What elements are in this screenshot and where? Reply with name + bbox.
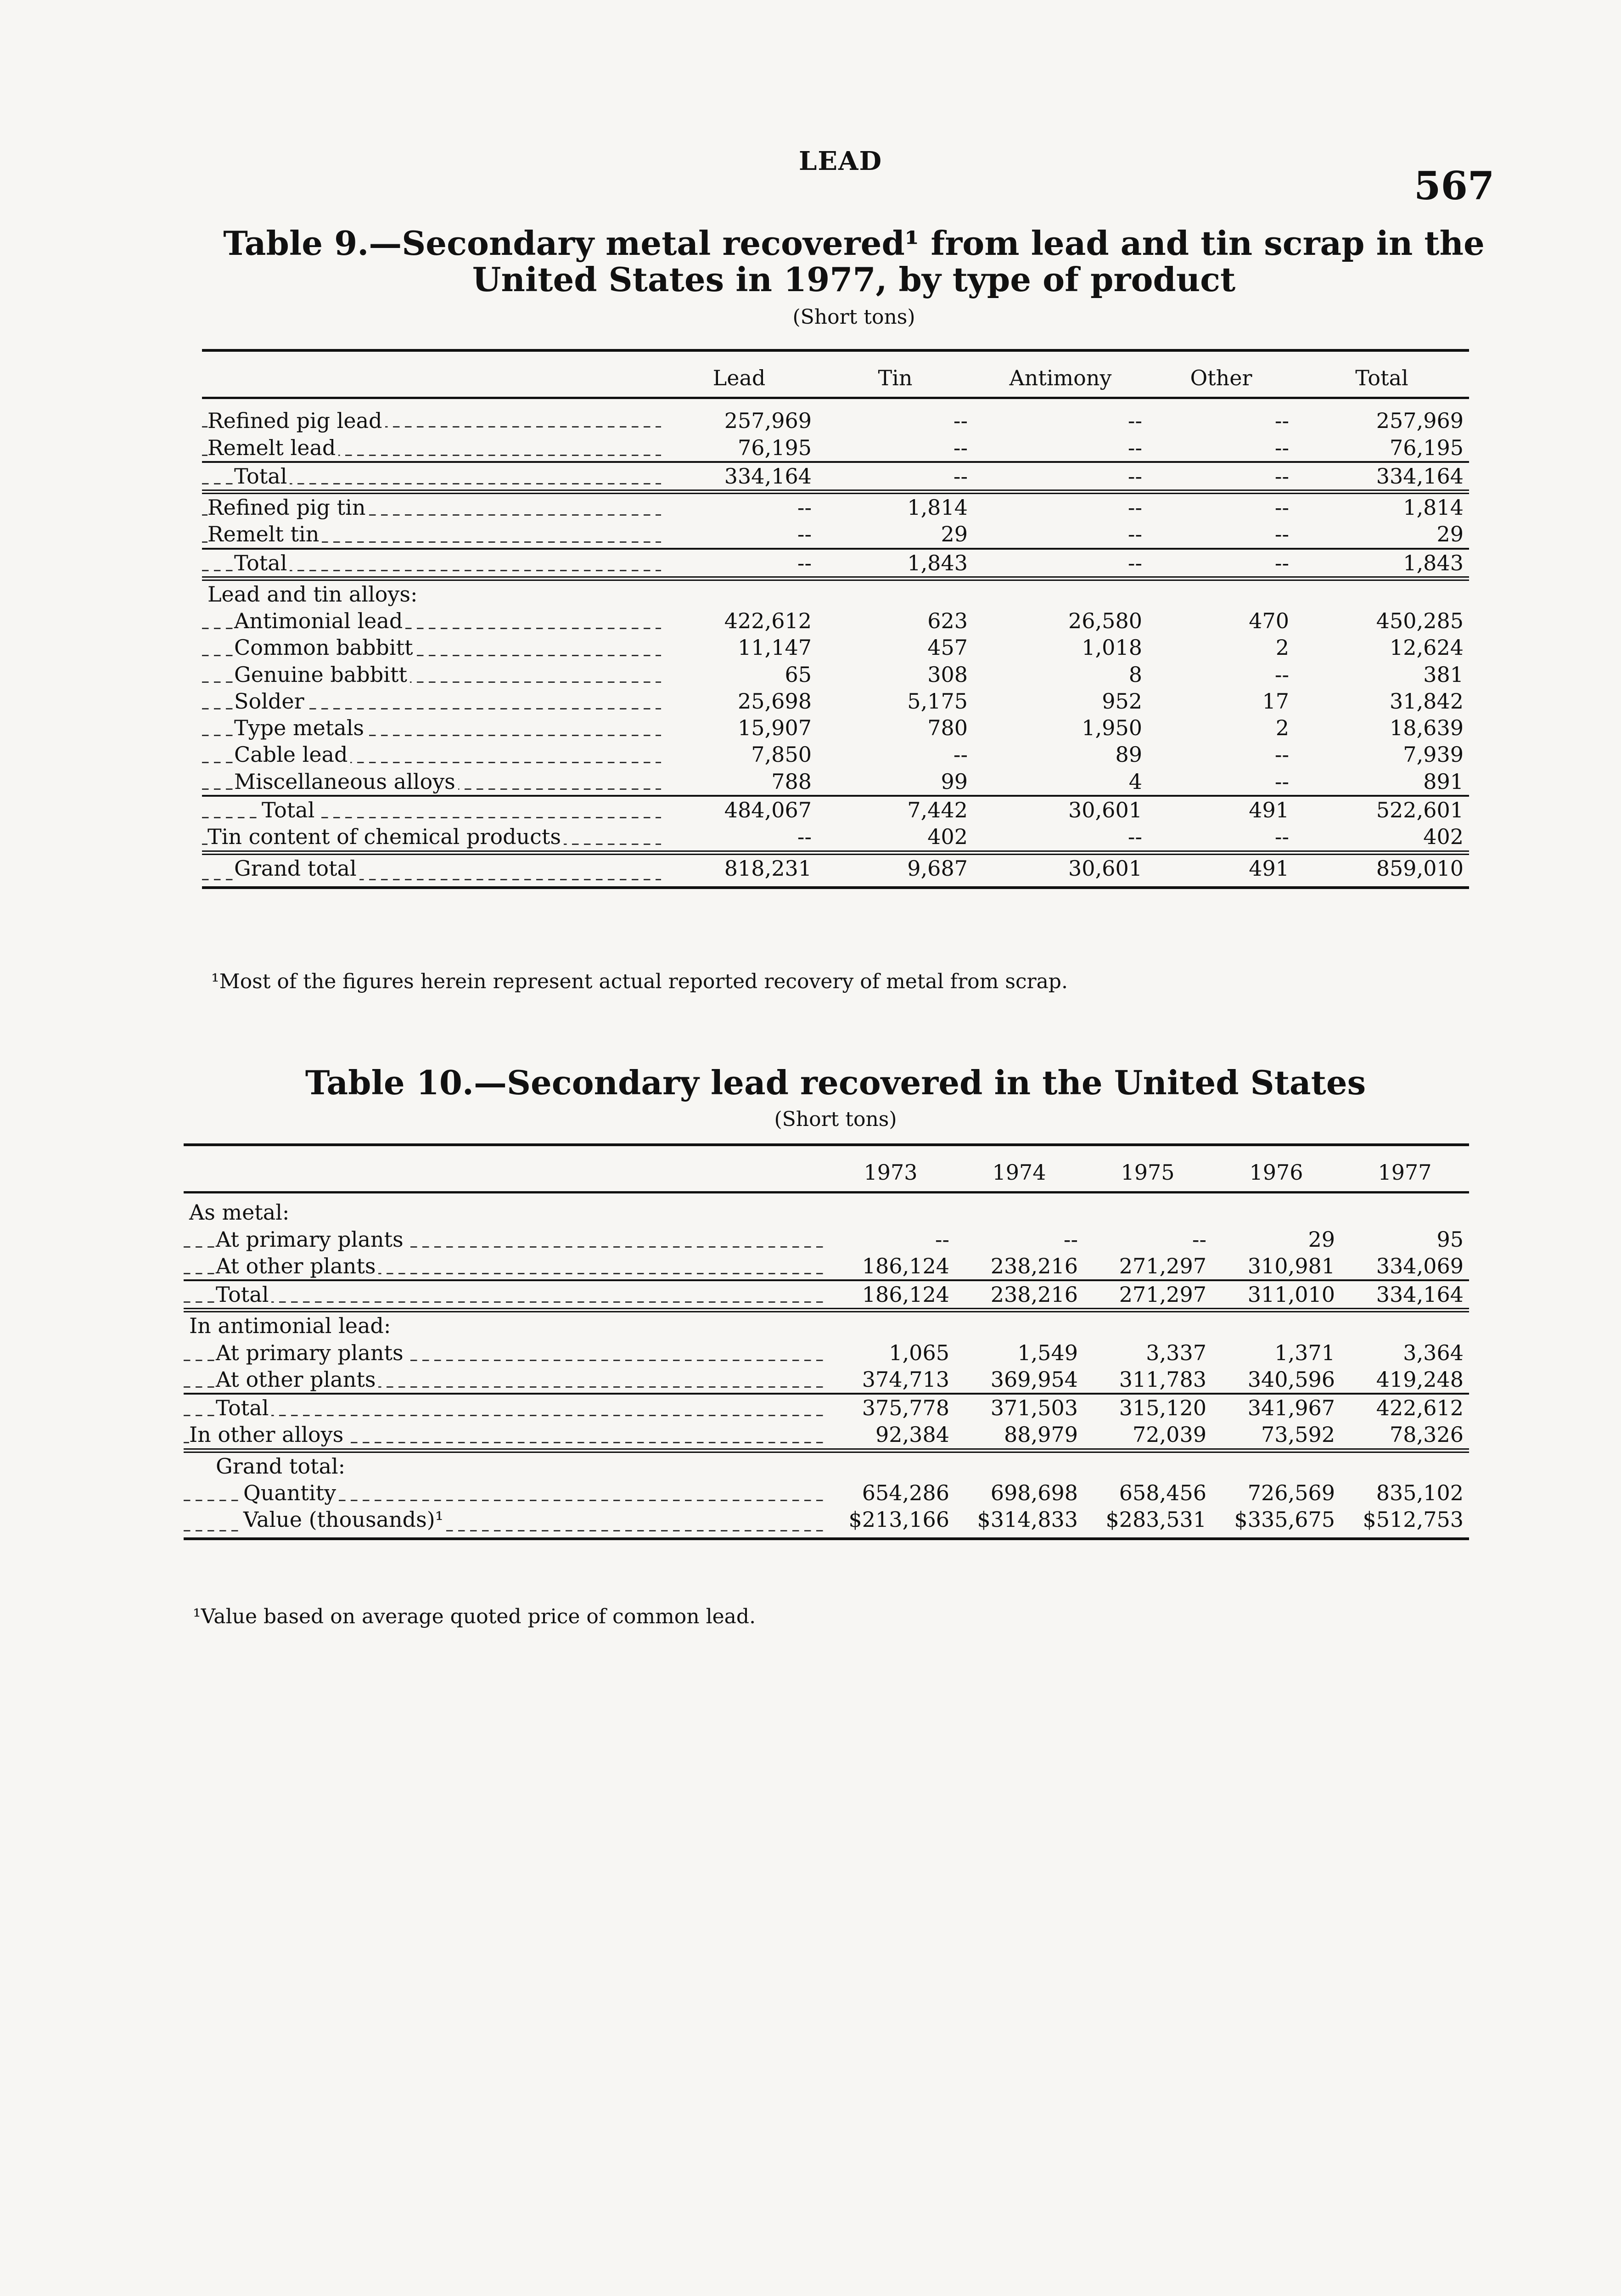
cell: -- [1148, 462, 1295, 492]
cell: -- [1148, 492, 1295, 521]
cell: -- [1274, 742, 1289, 767]
table-row [202, 661, 1469, 688]
row-label-text: Total [262, 798, 317, 822]
cell: -- [973, 549, 1148, 579]
cell: -- [1127, 408, 1142, 433]
table-row [184, 1366, 1469, 1394]
row-label [184, 1480, 826, 1506]
table9-title: Table 9.—Secondary metal recovered¹ from lead and tin scrap in the United States in 1977, by type of product [223, 224, 1485, 299]
cell: 369,954 [990, 1367, 1078, 1392]
table10-col-header: 1977 [1341, 1145, 1469, 1193]
cell: -- [953, 408, 968, 433]
table-row [184, 1421, 1469, 1450]
cell: -- [797, 824, 812, 850]
cell: 375,778 [826, 1394, 955, 1421]
row-label-text: Total [216, 1282, 271, 1307]
table9-col-header: Total [1295, 350, 1469, 398]
table-row [202, 853, 1469, 888]
cell: 450,285 [1376, 608, 1464, 634]
table-row [184, 1253, 1469, 1280]
cell: 17 [1262, 688, 1289, 714]
cell: 311,783 [1119, 1367, 1206, 1392]
row-label [184, 1394, 826, 1421]
cell: 1,950 [1082, 715, 1142, 741]
cell: 73,592 [1261, 1422, 1335, 1447]
table-row [202, 434, 1469, 462]
cell: 311,010 [1212, 1280, 1341, 1310]
row-label [202, 768, 661, 796]
table9-col-header: Lead [661, 350, 817, 398]
table10-units: (Short tons) [774, 1108, 897, 1131]
page-number: 567 [1414, 163, 1495, 208]
cell: 92,384 [875, 1422, 949, 1447]
row-label-text: Antimonial lead [234, 608, 405, 633]
cell: 334,164 [1295, 462, 1469, 492]
cell: 422,612 [724, 608, 812, 634]
row-label [202, 492, 661, 521]
cell: 76,195 [738, 435, 812, 460]
cell: 402 [927, 824, 968, 850]
cell: 65 [785, 662, 812, 687]
cell: $213,166 [826, 1506, 955, 1539]
table-row [202, 579, 1469, 608]
row-label-text: At primary plants [216, 1340, 406, 1365]
cell: 1,065 [889, 1340, 949, 1365]
row-label-text: Total [234, 464, 290, 489]
table9 [202, 349, 1469, 889]
cell: 402 [1423, 824, 1464, 850]
cell: 95 [1436, 1227, 1464, 1252]
table-row [202, 608, 1469, 634]
cell: -- [1274, 824, 1289, 850]
cell: 470 [1249, 608, 1289, 634]
row-label-text: Value (thousands)¹ [243, 1507, 446, 1532]
cell: 9,687 [817, 853, 973, 888]
cell: 334,069 [1376, 1253, 1464, 1278]
cell: -- [1274, 435, 1289, 460]
row-label [202, 853, 661, 888]
cell: -- [1127, 824, 1142, 850]
cell: -- [1274, 769, 1289, 794]
cell: -- [797, 522, 812, 547]
row-label [184, 1506, 826, 1539]
row-label-text: In other alloys [189, 1422, 346, 1447]
row-label [184, 1421, 826, 1450]
cell: 419,248 [1376, 1367, 1464, 1392]
cell: 3,364 [1403, 1340, 1464, 1365]
table-row [184, 1451, 1469, 1480]
row-label [184, 1339, 826, 1366]
table-row [202, 634, 1469, 661]
cell: 698,698 [990, 1480, 1078, 1505]
row-label-text: At primary plants [216, 1227, 406, 1252]
cell: 340,596 [1247, 1367, 1335, 1392]
cell: 491 [1148, 796, 1295, 823]
cell: 835,102 [1376, 1480, 1464, 1505]
cell: 341,967 [1212, 1394, 1341, 1421]
table-row [202, 768, 1469, 796]
cell: 2 [1275, 715, 1289, 741]
table10-header-row [184, 1145, 1469, 1193]
cell: -- [935, 1227, 949, 1252]
row-label [202, 688, 661, 715]
cell: 76,195 [1390, 435, 1464, 460]
table9-col-header: Antimony [973, 350, 1148, 398]
cell: 31,842 [1390, 688, 1464, 714]
cell: 12,624 [1390, 635, 1464, 660]
table-row [202, 741, 1469, 768]
table-row [202, 796, 1469, 823]
table10-col-header: 1974 [955, 1145, 1083, 1193]
row-label-text: At other plants [216, 1254, 378, 1278]
row-label [184, 1226, 826, 1253]
row-label [202, 823, 661, 852]
cell: 7,442 [817, 796, 973, 823]
cell: 1,843 [1295, 549, 1469, 579]
cell: 780 [927, 715, 968, 741]
cell: 25,698 [738, 688, 812, 714]
cell: -- [953, 742, 968, 767]
cell: 4 [1128, 769, 1142, 794]
cell: 186,124 [862, 1253, 949, 1278]
table10 [184, 1143, 1469, 1540]
cell: 29 [1308, 1227, 1335, 1252]
section-heading: In antimonial lead: [184, 1310, 1469, 1339]
cell: 658,456 [1119, 1480, 1206, 1505]
cell: -- [953, 435, 968, 460]
cell: 7,939 [1403, 742, 1464, 767]
table10-col-header: 1973 [826, 1145, 955, 1193]
cell: 26,580 [1068, 608, 1142, 634]
row-label [202, 398, 661, 434]
table10-footnote: ¹Value based on average quoted price of common lead. [193, 1605, 756, 1628]
cell: 315,120 [1083, 1394, 1212, 1421]
cell: -- [1274, 408, 1289, 433]
table-row [202, 823, 1469, 852]
row-label [202, 715, 661, 741]
cell: 310,981 [1247, 1253, 1335, 1278]
cell: 89 [1115, 742, 1142, 767]
table9-col-header: Tin [817, 350, 973, 398]
cell: $512,753 [1341, 1506, 1469, 1539]
row-label [202, 608, 661, 634]
cell: 5,175 [907, 688, 968, 714]
table9-stub-header [202, 350, 661, 398]
cell: 99 [941, 769, 968, 794]
cell: -- [973, 492, 1148, 521]
row-label-text: Type metals [234, 715, 367, 740]
row-label-text: At other plants [216, 1367, 378, 1392]
cell: 952 [1102, 688, 1142, 714]
row-label-text: Grand total [234, 856, 359, 881]
table9-header-row [202, 350, 1469, 398]
row-label-text: Refined pig lead [208, 408, 385, 433]
cell: -- [973, 462, 1148, 492]
row-label-text: Miscellaneous alloys [234, 769, 458, 794]
cell: 491 [1148, 853, 1295, 888]
section-heading: Grand total: [184, 1451, 1469, 1480]
table9-col-header: Other [1148, 350, 1295, 398]
table-row [184, 1394, 1469, 1421]
cell: 1,814 [1295, 492, 1469, 521]
cell: 484,067 [661, 796, 817, 823]
table-row [184, 1193, 1469, 1226]
table-row [184, 1310, 1469, 1339]
cell: 3,337 [1146, 1340, 1206, 1365]
row-label [202, 521, 661, 548]
cell: 257,969 [724, 408, 812, 433]
row-label-text: Total [234, 551, 290, 575]
row-label-text: Remelt lead [208, 435, 338, 460]
cell: 371,503 [955, 1394, 1083, 1421]
row-label [202, 462, 661, 492]
cell: -- [1127, 435, 1142, 460]
cell: -- [1148, 549, 1295, 579]
row-label-text: Remelt tin [208, 522, 322, 546]
cell: -- [1192, 1227, 1206, 1252]
cell: 1,018 [1082, 635, 1142, 660]
table9-units: (Short tons) [792, 305, 915, 329]
cell: -- [661, 492, 817, 521]
cell: -- [1274, 662, 1289, 687]
section-heading: Lead and tin alloys: [202, 579, 1469, 608]
cell: -- [1274, 522, 1289, 547]
cell: 238,216 [955, 1280, 1083, 1310]
table-row [184, 1506, 1469, 1539]
cell: 891 [1423, 769, 1464, 794]
row-label-text: Refined pig tin [208, 495, 369, 520]
row-label-text: Tin content of chemical products [208, 824, 564, 849]
cell: 18,639 [1390, 715, 1464, 741]
cell: 1,549 [1017, 1340, 1078, 1365]
cell: 2 [1275, 635, 1289, 660]
cell: 308 [927, 662, 968, 687]
cell: 271,297 [1119, 1253, 1206, 1278]
cell: 381 [1423, 662, 1464, 687]
cell: 271,297 [1083, 1280, 1212, 1310]
row-label-text: Common babbitt [234, 635, 416, 660]
cell: 374,713 [862, 1367, 949, 1392]
row-label-text: Genuine babbitt [234, 662, 410, 687]
table10-title: Table 10.—Secondary lead recovered in the United States [305, 1063, 1366, 1102]
cell: 257,969 [1376, 408, 1464, 433]
table-row [202, 549, 1469, 579]
table-row [202, 715, 1469, 741]
row-label [184, 1366, 826, 1394]
cell: 11,147 [738, 635, 812, 660]
table10-col-header: 1975 [1083, 1145, 1212, 1193]
cell: $335,675 [1212, 1506, 1341, 1539]
table-row [202, 688, 1469, 715]
cell: 1,843 [817, 549, 973, 579]
cell: -- [1127, 522, 1142, 547]
cell: 30,601 [973, 796, 1148, 823]
cell: 30,601 [973, 853, 1148, 888]
table10-stub-header [184, 1145, 826, 1193]
table-row [184, 1226, 1469, 1253]
row-label [202, 634, 661, 661]
table-row [202, 398, 1469, 434]
section-heading: As metal: [189, 1200, 290, 1225]
cell: 726,569 [1247, 1480, 1335, 1505]
row-label-text: Quantity [243, 1480, 339, 1505]
cell: 654,286 [862, 1480, 949, 1505]
table-row [184, 1339, 1469, 1366]
cell: 623 [927, 608, 968, 634]
cell: 422,612 [1341, 1394, 1469, 1421]
table-row [202, 521, 1469, 548]
cell: $314,833 [955, 1506, 1083, 1539]
cell: 88,979 [1004, 1422, 1078, 1447]
table-row [184, 1480, 1469, 1506]
cell: -- [1063, 1227, 1078, 1252]
cell: 29 [1436, 522, 1464, 547]
row-label [202, 661, 661, 688]
row-label [184, 1280, 826, 1310]
cell: 238,216 [990, 1253, 1078, 1278]
cell: 859,010 [1295, 853, 1469, 888]
cell: $283,531 [1083, 1506, 1212, 1539]
cell: 78,326 [1390, 1422, 1464, 1447]
row-label [202, 796, 661, 823]
table-row [202, 492, 1469, 521]
cell: 186,124 [826, 1280, 955, 1310]
cell: 72,039 [1133, 1422, 1206, 1447]
cell: 1,814 [817, 492, 973, 521]
table-row [184, 1280, 1469, 1310]
table10-col-header: 1976 [1212, 1145, 1341, 1193]
cell: 522,601 [1295, 796, 1469, 823]
cell: 7,850 [751, 742, 812, 767]
cell: 334,164 [661, 462, 817, 492]
cell: 8 [1128, 662, 1142, 687]
row-label-text: Total [216, 1396, 271, 1420]
cell: -- [817, 462, 973, 492]
cell: 788 [771, 769, 812, 794]
row-label [202, 434, 661, 462]
row-label [184, 1253, 826, 1280]
running-head: LEAD [799, 146, 883, 176]
row-label-text: Cable lead [234, 742, 350, 767]
row-label [202, 549, 661, 579]
cell: 334,164 [1341, 1280, 1469, 1310]
cell: -- [661, 549, 817, 579]
cell: 1,371 [1274, 1340, 1335, 1365]
table9-footnote: ¹Most of the figures herein represent actual reported recovery of metal from scrap. [211, 970, 1068, 993]
cell: 457 [927, 635, 968, 660]
cell: 818,231 [661, 853, 817, 888]
row-label-text: Solder [234, 689, 307, 714]
cell: 15,907 [738, 715, 812, 741]
cell: 29 [941, 522, 968, 547]
table-row [202, 462, 1469, 492]
row-label [202, 741, 661, 768]
